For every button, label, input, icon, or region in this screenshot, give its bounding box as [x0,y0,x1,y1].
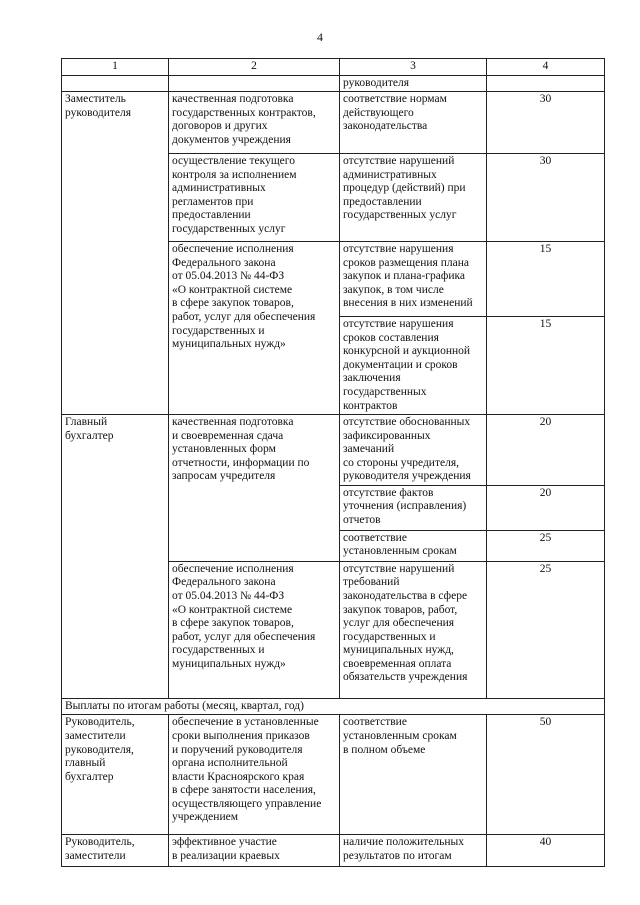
score-cell: 25 [487,561,605,698]
score-cell: 15 [487,242,605,317]
position-cell: Руководитель, заместители [62,835,169,867]
score-cell: 50 [487,715,605,835]
column-number: 4 [487,59,605,76]
section-row [62,698,605,715]
column-number-row [62,59,605,76]
table-row [62,835,605,867]
column-number: 2 [169,59,340,76]
table-row [62,715,605,835]
indicator-cell: обеспечение исполнения Федерального закона от 05.04.2013 № 44-ФЗ «О контрактной системе в сфере закупок товаров, работ, услуг для обеспечения государственных и муниципальных нужд» [169,561,340,698]
score-cell: 30 [487,154,605,242]
score-cell: 40 [487,835,605,867]
column-number: 1 [62,59,169,76]
criterion-cell: руководителя [340,75,487,92]
criterion-cell: наличие положительных результатов по итогам [340,835,487,867]
section-title: Выплаты по итогам работы (месяц, квартал, год) [62,698,605,715]
criterion-cell: соответствие нормам действующего законодательства [340,92,487,154]
criterion-cell: соответствие установленным срокам [340,530,487,561]
criterion-cell: отсутствие нарушений административных процедур (действий) при предоставлении государственных услуг [340,154,487,242]
criterion-cell: отсутствие нарушения сроков размещения плана закупок и плана-графика закупок, в том числе внесения в них изменений [340,242,487,317]
score-cell: 20 [487,485,605,530]
position-cell: Главный бухгалтер [62,415,169,699]
indicator-cell: эффективное участие в реализации краевых [169,835,340,867]
bonus-criteria-table [61,58,605,867]
column-number: 3 [340,59,487,76]
table-row [62,75,605,92]
criterion-cell: отсутствие обоснованных зафиксированных замечаний со стороны учредителя, руководителя учреждения [340,415,487,486]
position-cell: Заместитель руководителя [62,92,169,415]
indicator-cell: обеспечение исполнения Федерального закона от 05.04.2013 № 44-ФЗ «О контрактной системе в сфере закупок товаров, работ, услуг для обеспечения государственных и муниципальных нужд» [169,242,340,415]
criterion-cell: отсутствие нарушения сроков составления конкурсной и аукционной документации и сроков заключения государственных контрактов [340,317,487,415]
criterion-cell: отсутствие фактов уточнения (исправления) отчетов [340,485,487,530]
criterion-cell: отсутствие нарушений требований законодательства в сфере закупок товаров, работ, услуг для обеспечения государственных и муниципальных нужд, своевременная оплата обязательств учреждения [340,561,487,698]
indicator-cell: качественная подготовка государственных контрактов, договоров и других документов учреждения [169,92,340,154]
page-number: 4 [317,30,323,44]
indicator-cell: обеспечение в установленные сроки выполнения приказов и поручений руководителя органа исполнительной власти Красноярского края в сфере занятости населения, осуществляющего управление учреждением [169,715,340,835]
table-row [62,92,605,154]
score-cell: 25 [487,530,605,561]
table-row [62,415,605,486]
indicator-cell: осуществление текущего контроля за исполнением административных регламентов при предоставлении государственных услуг [169,154,340,242]
indicator-cell: качественная подготовка и своевременная сдача установленных форм отчетности, информации по запросам учредителя [169,415,340,562]
score-cell: 15 [487,317,605,415]
position-cell: Руководитель, заместители руководителя, главный бухгалтер [62,715,169,835]
score-cell: 30 [487,92,605,154]
criterion-cell: соответствие установленным срокам в полном объеме [340,715,487,835]
score-cell: 20 [487,415,605,486]
